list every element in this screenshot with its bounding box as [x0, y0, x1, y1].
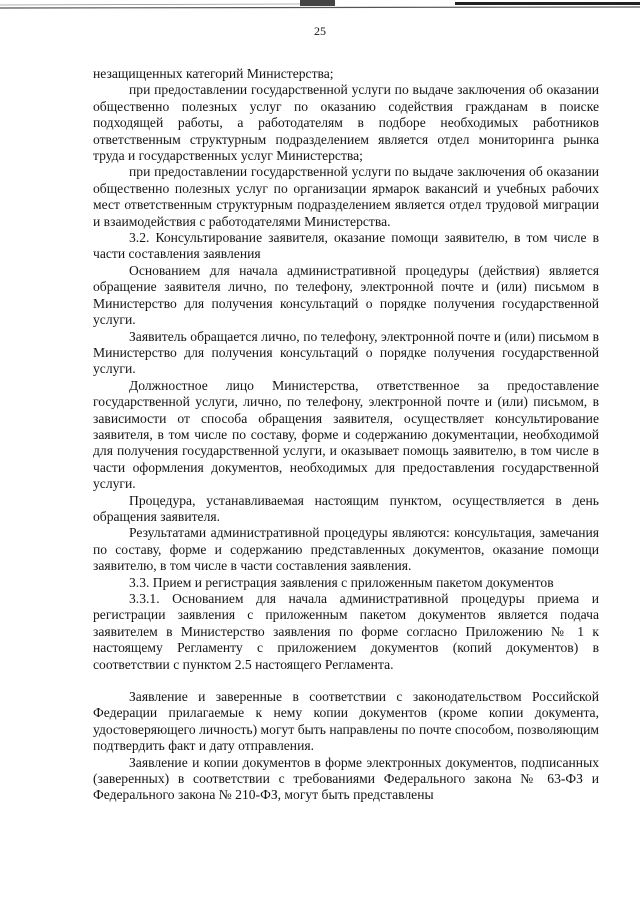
paragraph: Должностное лицо Министерства, ответственное за предоставление государственной услуги, лично, по телефону, электронной почте и (или) письмом, в зависимости от способа обращения заявителя, осуществляет консультирование заявителя, в том числе по составу, форме и содержанию документации, необходимой для получения государственной услуги, и оказывает помощь заявителю, в том числе в части оформления документов, необходимых для предоставления государственной услуги.: [93, 377, 599, 492]
scan-edge-mark: [0, 0, 640, 12]
paragraph: при предоставлении государственной услуги по выдаче заключения об оказании общественно полезных услуг по организации ярмарок вакансий и учебных рабочих мест ответственным структурным подразделением является отдел трудовой миграции и взаимодействия с работодателями Министерства.: [93, 164, 599, 229]
paragraph: незащищенных категорий Министерства;: [93, 66, 334, 81]
page-number: 25: [314, 24, 326, 38]
paragraph: 3.3.1. Основанием для начала административной процедуры приема и регистрации заявления с приложенным пакетом документов является подача заявителем в Министерство заявления по форме согласно Приложению № 1 к настоящему Регламенту с приложением документов (копий документов) в соответствии с пунктом 2.5 настоящего Регламента.: [93, 591, 599, 672]
paragraph: Основанием для начала административной процедуры (действия) является обращение заявителя лично, по телефону, электронной почте и (или) письмом в Министерство для получения консультаций о порядке получения государственной услуги.: [93, 262, 599, 328]
paragraph: Результатами административной процедуры являются: консультация, замечания по составу, форме и содержанию представленных документов, оказание помощи заявителю, в том числе в части составления заявления.: [93, 525, 599, 574]
paragraph: Процедура, устанавливаемая настоящим пунктом, осуществляется в день обращения заявителя.: [93, 492, 599, 524]
section-heading-3-2: 3.2. Консультирование заявителя, оказание помощи заявителю, в том числе в части составления заявления: [93, 230, 599, 262]
paragraph: Заявление и копии документов в форме электронных документов, подписанных (заверенных) в соответствии с требованиями Федерального закона № 63-ФЗ и Федерального закона № 210-ФЗ, могут быть представлены: [93, 754, 599, 803]
paragraph: Заявитель обращается лично, по телефону, электронной почте и (или) письмом в Министерство для получения консультаций о порядке получения государственной услуги.: [93, 328, 599, 377]
paragraph: при предоставлении государственной услуги по выдаче заключения об оказании общественно полезных услуг по оказанию содействия гражданам в поиске подходящей работы, а работодателям в подборе необходимых работников ответственным структурным подразделением является отдел мониторинга рынка труда и государственных услуг Министерства;: [93, 82, 599, 164]
document-body: [93, 66, 599, 804]
section-heading-3-3: 3.3. Прием и регистрация заявления с приложенным пакетом документов: [129, 574, 554, 590]
paragraph: Заявление и заверенные в соответствии с законодательством Российской Федерации прилагаемые к нему копии документов (кроме копии документа, удостоверяющего личность) могут быть направлены по почте способом, позволяющим подтвердить факт и дату отправления.: [93, 689, 599, 754]
